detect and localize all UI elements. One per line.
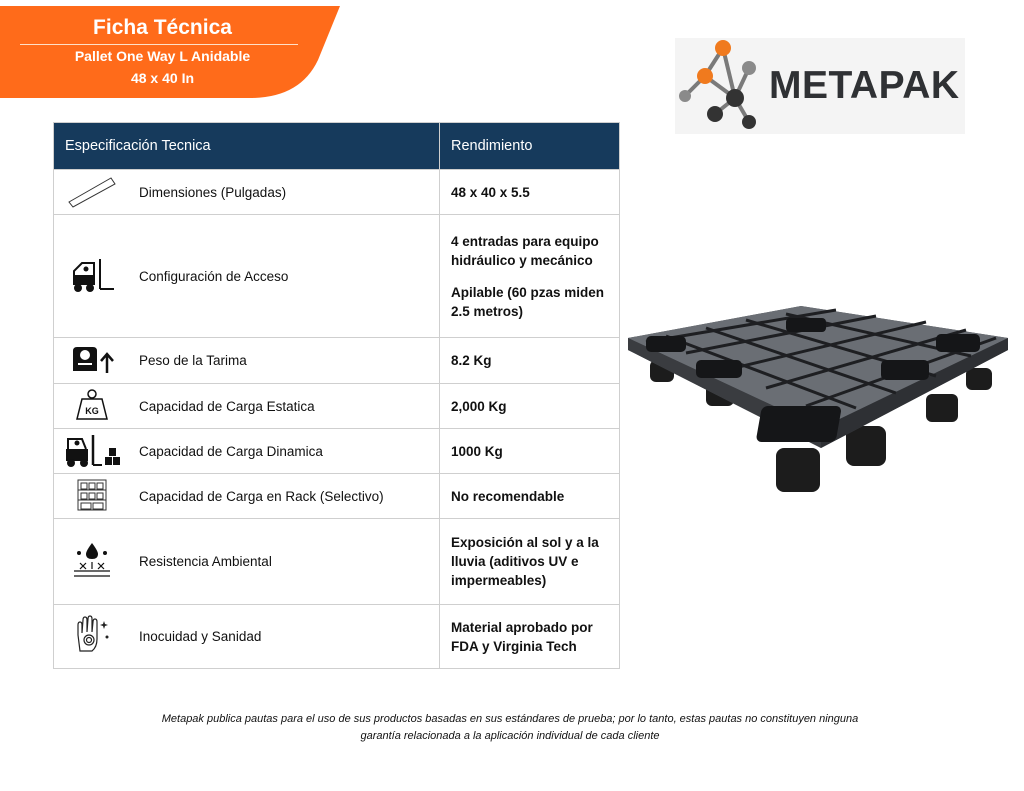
spec-value: Material aprobado por FDA y Virginia Tech [440,605,620,669]
pallet-image [626,298,1012,498]
weather-resistance-icon [70,541,114,579]
document-title: Ficha Técnica [93,16,232,39]
spec-table [53,122,620,669]
forklift-boxes-icon [62,433,122,467]
spec-label: Capacidad de Carga en Rack (Selectivo) [129,474,440,519]
table-row [54,384,620,429]
disclaimer-line-2: garantía relacionada a la aplicación individual de cada cliente [360,730,660,742]
spec-value: Exposición al sol y a la lluvia (aditivos UV e impermeables) [440,519,620,605]
spec-value: 8.2 Kg [440,338,620,384]
disclaimer-line-1: Metapak publica pautas para el uso de sus productos basadas en sus estándares de prueba; por lo tanto, estas pautas no constituyen ninguna [161,713,859,725]
scale-up-icon [69,343,115,375]
ruler-icon [65,174,119,208]
table-row [54,474,620,519]
product-name: Pallet One Way L Anidable [74,48,251,64]
product-size: 48 x 40 In [130,70,195,86]
header-spec: Especificación Tecnica [54,123,440,170]
spec-value: 4 entradas para equipo hidráulico y mecánico Apilable (60 pzas miden 2.5 metros) [440,215,620,338]
spec-label: Capacidad de Carga Dinamica [129,429,440,474]
spec-label: Configuración de Acceso [129,215,440,338]
forklift-icon [68,257,116,293]
table-row [54,519,620,605]
header-performance: Rendimiento [440,123,620,170]
spec-value: No recomendable [440,474,620,519]
hygiene-hand-icon [70,615,114,655]
spec-value: 48 x 40 x 5.5 [440,170,620,215]
svg-text:KG: KG [84,405,99,416]
spec-label: Dimensiones (Pulgadas) [129,170,440,215]
table-row [54,429,620,474]
table-header-row [54,123,620,170]
logo-wordmark: METAPAK [769,64,960,107]
spec-label: Resistencia Ambiental [129,519,440,605]
metapak-logo [675,38,965,134]
table-row [54,338,620,384]
spec-label: Peso de la Tarima [129,338,440,384]
molecule-logo-icon [675,38,765,134]
spec-value: 2,000 Kg [440,384,620,429]
table-row [54,605,620,669]
title-banner [0,0,340,98]
disclaimer [100,711,920,745]
kg-weight-icon [74,388,110,422]
spec-label: Capacidad de Carga Estatica [129,384,440,429]
banner-divider [20,44,298,45]
spec-value: 1000 Kg [440,429,620,474]
table-row [54,215,620,338]
table-row [54,170,620,215]
rack-icon [75,478,109,512]
spec-label: Inocuidad y Sanidad [129,605,440,669]
